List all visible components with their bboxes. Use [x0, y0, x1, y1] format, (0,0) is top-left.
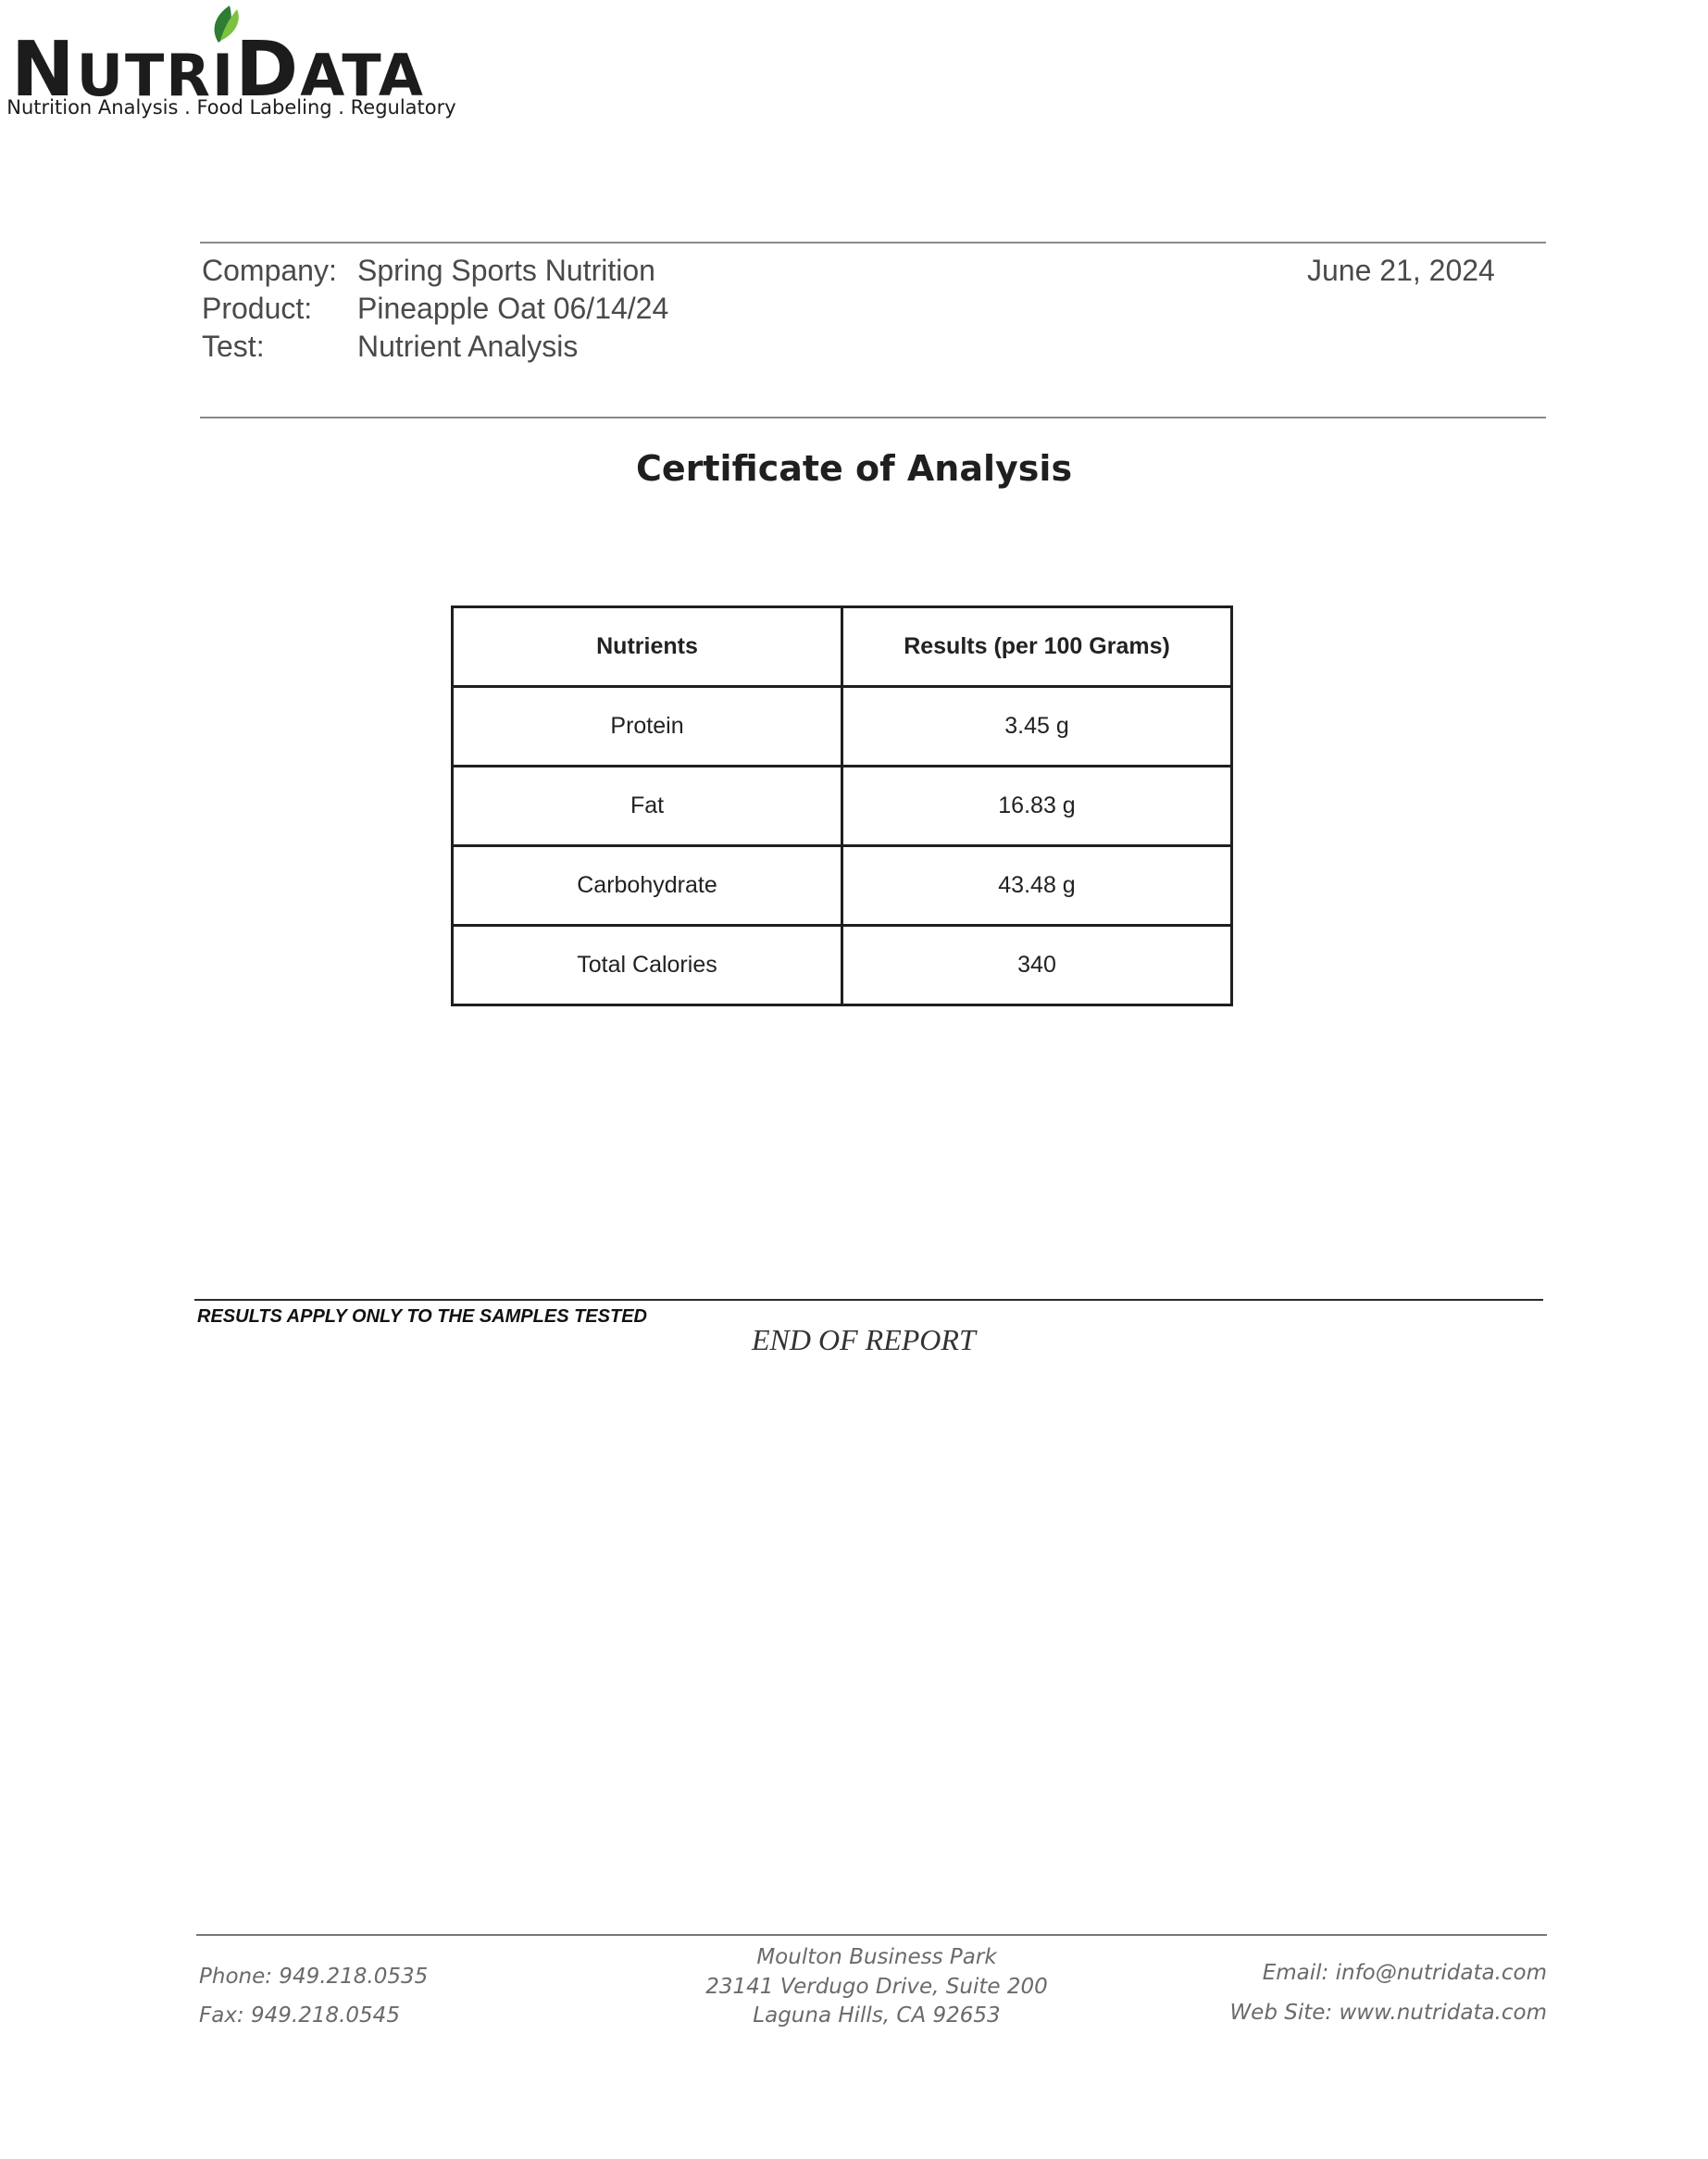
- results-rule: [194, 1299, 1543, 1301]
- test-value: Nutrient Analysis: [357, 330, 579, 363]
- document-title: Certificate of Analysis: [635, 448, 1073, 489]
- nutrient-result: 340: [842, 926, 1232, 1005]
- results-table: [451, 605, 1233, 1006]
- end-of-report: END OF REPORT: [752, 1323, 976, 1356]
- column-header-results: Results (per 100 Grams): [842, 607, 1232, 687]
- company-label: Company:: [202, 254, 337, 287]
- nutrient-result: 43.48 g: [842, 846, 1232, 926]
- logo-wordmark: NUTRIDATA: [11, 26, 425, 114]
- results-note: RESULTS APPLY ONLY TO THE SAMPLES TESTED: [197, 1306, 647, 1327]
- table-row: [453, 926, 1232, 1005]
- phone-number: Phone: 949.218.0535: [199, 1965, 429, 1989]
- test-label: Test:: [202, 330, 265, 363]
- table-row: [453, 767, 1232, 846]
- header-bottom-rule: [200, 417, 1546, 418]
- product-value: Pineapple Oat 06/14/24: [357, 292, 669, 325]
- column-header-nutrients: Nutrients: [453, 607, 842, 687]
- company-value: Spring Sports Nutrition: [357, 254, 655, 287]
- address-line-2: 23141 Verdugo Drive, Suite 200: [705, 1975, 1048, 1999]
- nutrient-result: 3.45 g: [842, 687, 1232, 767]
- nutrient-name: Fat: [453, 767, 842, 846]
- footer-rule: [196, 1934, 1547, 1936]
- nutrient-name: Carbohydrate: [453, 846, 842, 926]
- address-line-1: Moulton Business Park: [756, 1945, 997, 1969]
- nutrient-result: 16.83 g: [842, 767, 1232, 846]
- product-label: Product:: [202, 292, 313, 325]
- nutrient-name: Total Calories: [453, 926, 842, 1005]
- website-address: Web Site: www.nutridata.com: [1229, 2001, 1547, 2025]
- address-line-3: Laguna Hills, CA 92653: [753, 2003, 1001, 2028]
- table-row: [453, 846, 1232, 926]
- header-top-rule: [200, 242, 1546, 243]
- nutrient-name: Protein: [453, 687, 842, 767]
- logo-tagline: Nutrition Analysis . Food Labeling . Regulatory: [6, 96, 456, 119]
- nutridata-logo: [0, 0, 463, 130]
- table-row: [453, 687, 1232, 767]
- table-header-row: [453, 607, 1232, 687]
- fax-number: Fax: 949.218.0545: [199, 2003, 400, 2028]
- report-date: June 21, 2024: [1307, 254, 1495, 287]
- email-address: Email: info@nutridata.com: [1262, 1961, 1547, 1985]
